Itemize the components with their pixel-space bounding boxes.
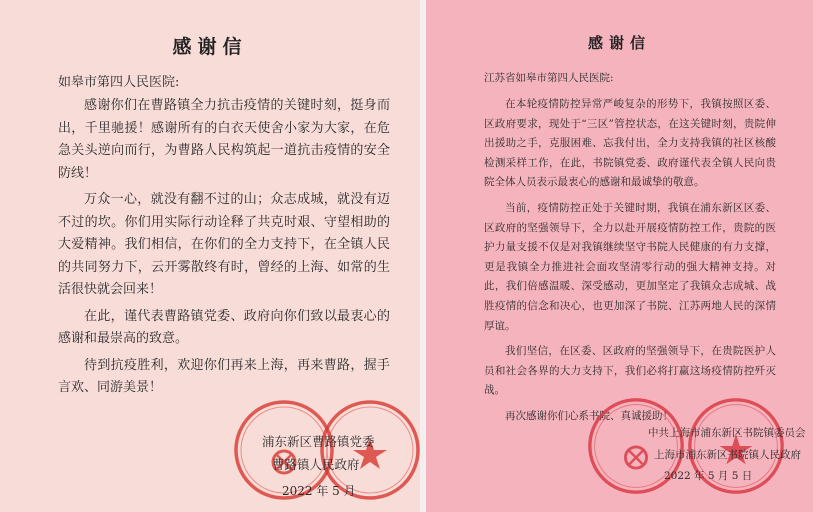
signer-line-2: 曹路镇人民政府 — [272, 457, 360, 472]
letter-paragraph: 在此，谨代表曹路镇党委、政府向你们致以最衷心的感谢和最崇高的致意。 — [58, 308, 390, 346]
letter-title: 感谢信 — [587, 34, 651, 52]
signer-line-1: 中共上海市浦东新区书院镇委员会 — [648, 427, 806, 439]
letter-date: 2022 年 5 月 5 日 — [664, 470, 753, 482]
letter-salutation: 江苏省如皋市第四人民医院: — [484, 72, 614, 84]
letter-paragraph: 当前，疫情防控正处于关键时期，我镇在浦东新区区委、区政府的坚强领导下，全力以赴开展疫情防控工作，贵院的医护力量支援不仅是对我镇继续坚守书院人民健康的有力支撑，更是我镇全力推进社会面攻坚清零行动的强大精神支持。对此，我们倍感温暖、深受感动，更加坚定了我镇众志成城、战胜疫情的信念和决心，也更加深了书院、江苏两地人民的深情厚谊。 — [484, 201, 776, 332]
letter-paragraph: 万众一心，就没有翻不过的山；众志成城，就没有迈不过的坎。你们用实际行动诠释了共克时艰、守望相助的大爱精神。我们相信，在你们的全力支持下，在全镇人民的共同努力下，云开雾散终有时，曾经的上海、如常的生活很快就会回来！ — [58, 192, 390, 297]
signer-line-2: 上海市浦东新区书院镇人民政府 — [654, 449, 801, 461]
signer-line-1: 浦东新区曹路镇党委 — [262, 434, 375, 449]
letter-body — [484, 95, 776, 433]
letter-paragraph: 在本轮疫情防控异常严峻复杂的形势下，我镇按照区委、区政府要求，现处于“三区”管控状态，在这关键时刻，贵院伸出援助之手，克服困难、忘我付出，全力支持我镇的社区核酸检测采样工作，在此，书院镇党委、政府谨代表全镇人民向贵院全体人员表示最衷心的感谢和最诚挚的敬意。 — [484, 98, 776, 189]
letter-paragraph: 待到抗疫胜利，欢迎你们再来上海，再来曹路，握手言欢、同游美景！ — [58, 357, 390, 395]
letter-date: 2022 年 5 月 — [282, 484, 356, 498]
letter-paragraph: 我们坚信，在区委、区政府的坚强领导下，在贵院医护人员和社会各界的大力支持下，我们必将打赢这场疫情防控歼灭战。 — [484, 345, 776, 397]
letter-paragraph: 感谢你们在曹路镇全力抗击疫情的关键时刻，挺身而出，千里驰援！感谢所有的白衣天使舍小家为大家，在危急关头逆向而行，为曹路人民构筑起一道抗击疫情的安全防线！ — [58, 98, 390, 181]
letter-title: 感谢信 — [172, 36, 248, 58]
letter-body — [58, 95, 390, 404]
right-thank-you-letter — [426, 0, 813, 512]
letter-salutation: 如皋市第四人民医院: — [58, 75, 180, 90]
letter-paragraph: 再次感谢你们心系书院、真诚援助！ — [505, 409, 673, 422]
